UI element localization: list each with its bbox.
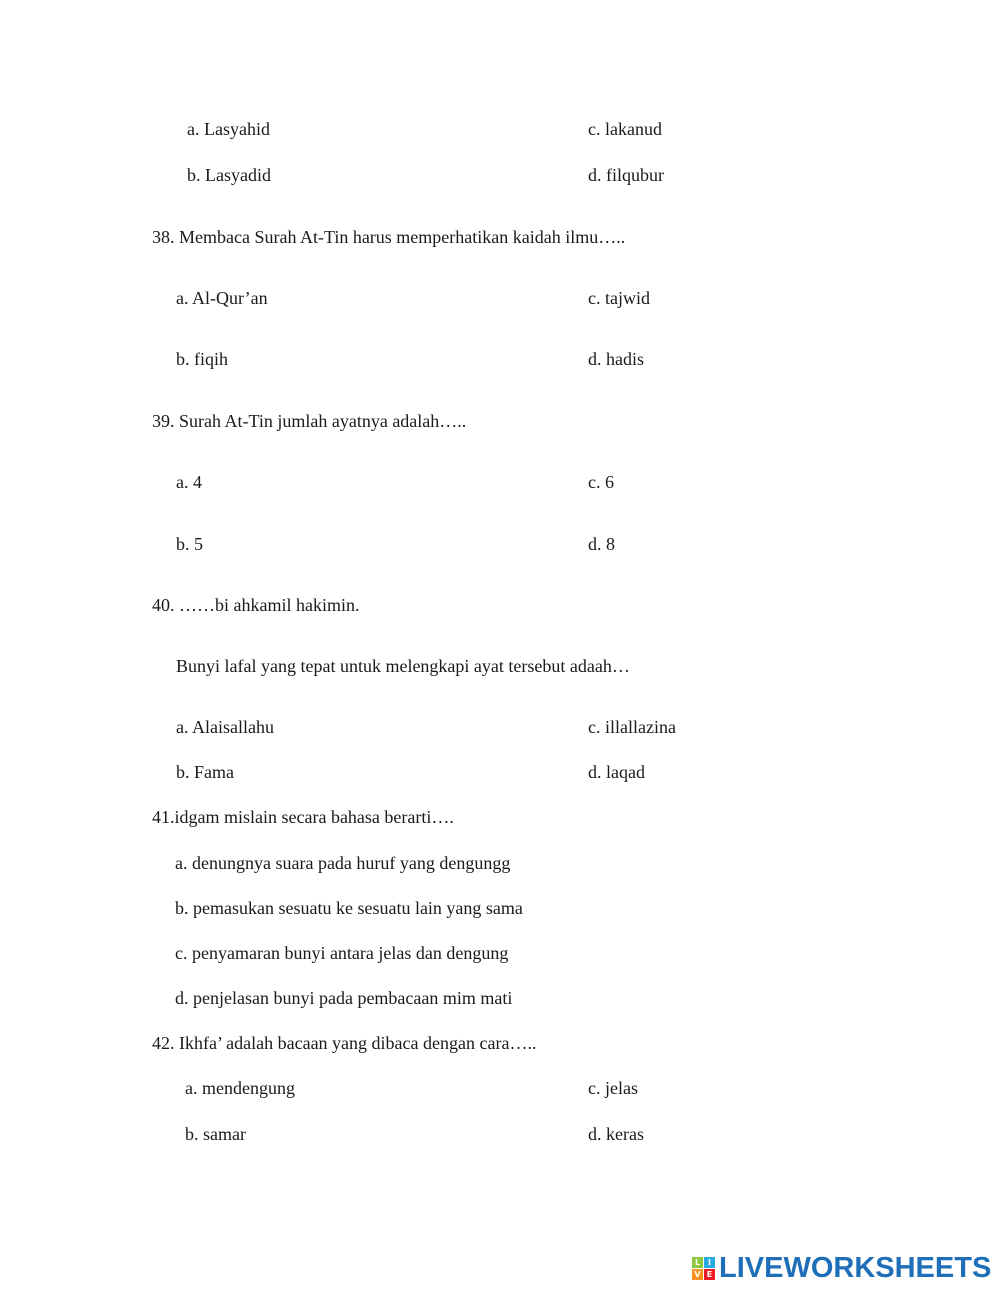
q42-option-b: b. samar xyxy=(185,1124,246,1144)
q40-subquestion: Bunyi lafal yang tepat untuk melengkapi ayat tersebut adaah… xyxy=(176,656,630,676)
logo-mark-i: I xyxy=(704,1257,715,1268)
q40-option-b: b. Fama xyxy=(176,762,234,782)
q37-option-a: a. Lasyahid xyxy=(187,119,270,139)
liveworksheets-logo[interactable] xyxy=(692,1253,991,1283)
q40-option-a: a. Alaisallahu xyxy=(176,717,274,737)
q37-option-b: b. Lasyadid xyxy=(187,165,271,185)
logo-mark-e: E xyxy=(704,1269,715,1280)
liveworksheets-logo-icon xyxy=(692,1257,715,1280)
q39-option-b: b. 5 xyxy=(176,534,203,554)
liveworksheets-logo-text: LIVEWORKSHEETS xyxy=(719,1251,992,1284)
q38-option-d: d. hadis xyxy=(588,349,644,369)
q42-option-a: a. mendengung xyxy=(185,1078,295,1098)
q42-option-d: d. keras xyxy=(588,1124,644,1144)
q41-option-a: a. denungnya suara pada huruf yang dengungg xyxy=(175,853,511,873)
q42-option-c: c. jelas xyxy=(588,1078,638,1098)
q39-option-d: d. 8 xyxy=(588,534,615,554)
q40-question: 40. ……bi ahkamil hakimin. xyxy=(152,595,360,615)
q40-option-d: d. laqad xyxy=(588,762,645,782)
q39-question: 39. Surah At-Tin jumlah ayatnya adalah….. xyxy=(152,411,467,431)
q38-question: 38. Membaca Surah At-Tin harus memperhatikan kaidah ilmu….. xyxy=(152,227,626,247)
q42-question: 42. Ikhfa’ adalah bacaan yang dibaca dengan cara….. xyxy=(152,1033,537,1053)
q40-option-c: c. illallazina xyxy=(588,717,676,737)
q38-option-b: b. fiqih xyxy=(176,349,228,369)
q37-option-d: d. filqubur xyxy=(588,165,664,185)
q39-option-c: c. 6 xyxy=(588,472,614,492)
q41-option-c: c. penyamaran bunyi antara jelas dan dengung xyxy=(175,943,509,963)
q38-option-c: c. tajwid xyxy=(588,288,650,308)
q41-option-b: b. pemasukan sesuatu ke sesuatu lain yang sama xyxy=(175,898,523,918)
q41-question: 41.idgam mislain secara bahasa berarti…. xyxy=(152,807,454,827)
q38-option-a: a. Al-Qur’an xyxy=(176,288,268,308)
q37-option-c: c. lakanud xyxy=(588,119,662,139)
logo-mark-l: L xyxy=(692,1257,703,1268)
logo-mark-v: V xyxy=(692,1269,703,1280)
q41-option-d: d. penjelasan bunyi pada pembacaan mim mati xyxy=(175,988,513,1008)
q39-option-a: a. 4 xyxy=(176,472,202,492)
